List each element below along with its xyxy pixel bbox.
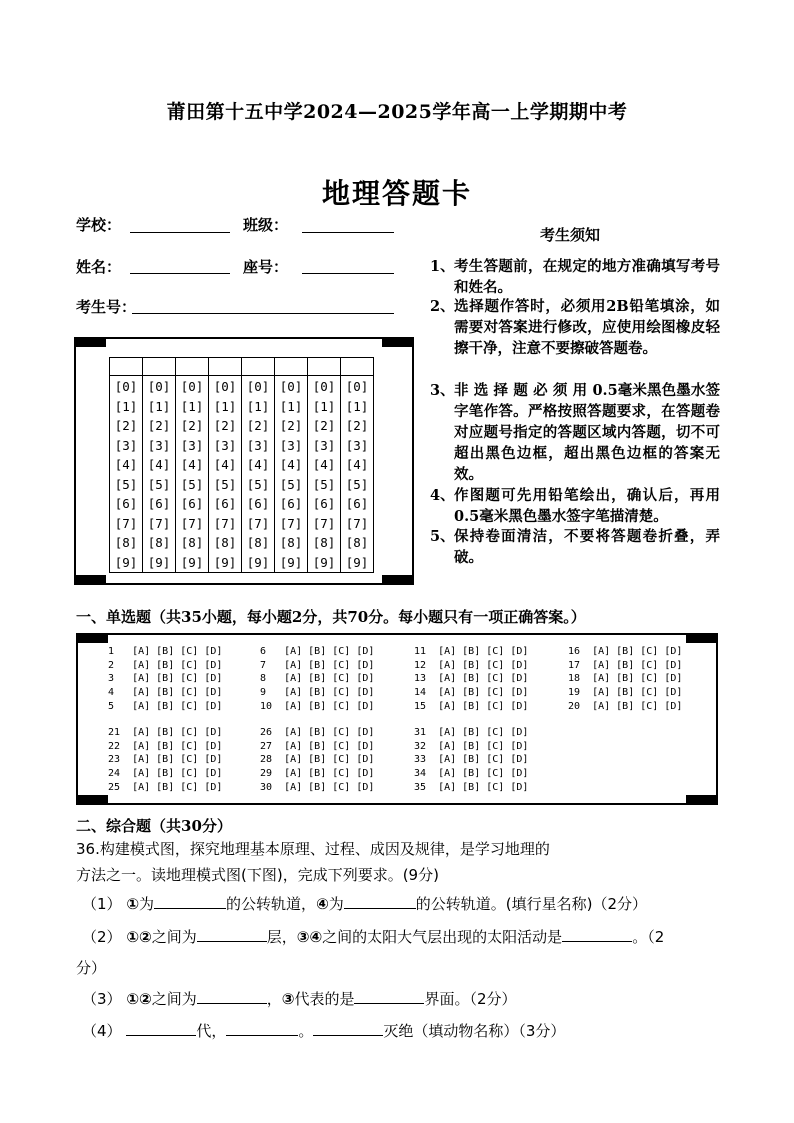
digit-bubble[interactable]: [3]	[213, 437, 237, 453]
notes-title: 考生须知	[540, 226, 601, 244]
digit-bubble[interactable]: [6]	[312, 496, 336, 511]
digit-bubble[interactable]: [9]	[180, 554, 204, 570]
digit-bubble[interactable]: [9]	[213, 554, 237, 570]
name-label: 姓名：	[76, 258, 122, 276]
card-title: 地理答题卡	[321, 177, 472, 210]
digit-bubble[interactable]: [6]	[114, 496, 138, 511]
digit-bubble[interactable]: [1]	[147, 398, 171, 414]
text: 灭绝（填动物名称）（3分）	[383, 1022, 566, 1040]
digit-bubble[interactable]: [7]	[213, 515, 237, 531]
answer-blank[interactable]	[313, 1021, 383, 1036]
exam-number-grid	[109, 357, 374, 573]
note-number: 2、	[430, 298, 455, 315]
digit-bubble[interactable]: [3]	[147, 437, 171, 453]
sub-number: （2）	[82, 928, 122, 946]
digit-bubble[interactable]: [4]	[312, 457, 336, 472]
digit-bubble[interactable]: [0]	[180, 379, 204, 394]
digit-bubble[interactable]: [1]	[312, 398, 336, 414]
answer-group[interactable]: 11 [A] [B] [C] [D] 12 [A] [B] [C] [D] 13 [A] [B] [C] [D] 14 [A] [B] [C] [D] 15 [A] [B] [C] [D]	[414, 646, 529, 712]
marker: ④	[316, 895, 329, 913]
digit-bubble[interactable]: [6]	[147, 496, 171, 511]
note-item	[430, 380, 720, 485]
note-item	[430, 296, 720, 359]
answer-group[interactable]: 16 [A] [B] [C] [D] 17 [A] [B] [C] [D] 18 [A] [B] [C] [D] 19 [A] [B] [C] [D] 20 [A] [B] [C] [D]	[568, 646, 683, 712]
digit-bubble[interactable]: [0]	[345, 379, 369, 394]
digit-bubble[interactable]: [0]	[114, 379, 138, 394]
corner-mark	[76, 633, 108, 643]
digit-bubble[interactable]: [0]	[279, 379, 303, 394]
section1-title: 一、单选题（共35小题，每小题2分，共70分。每小题只有一项正确答案。）	[76, 608, 586, 626]
answer-blank[interactable]	[344, 894, 416, 909]
note-text: 选择题作答时，必须用2B铅笔填涂，如需要对答案进行修改，应使用绘图橡皮轻擦干净，注意不要擦破答题卷。	[454, 298, 720, 357]
digit-bubble[interactable]: [3]	[180, 437, 204, 453]
digit-bubble[interactable]: [5]	[114, 476, 138, 492]
answer-group[interactable]: 21 [A] [B] [C] [D] 22 [A] [B] [C] [D] 23 [A] [B] [C] [D] 24 [A] [B] [C] [D] 25 [A] [B] [C] [D]	[108, 727, 223, 793]
digit-bubble[interactable]: [0]	[147, 379, 171, 394]
digit-bubble[interactable]: [7]	[180, 515, 204, 531]
corner-mark	[686, 633, 718, 643]
text: 。	[298, 1022, 314, 1040]
digit-bubble[interactable]: [1]	[180, 398, 204, 414]
digit-bubble[interactable]: [4]	[345, 457, 369, 472]
digit-bubble[interactable]: [2]	[147, 418, 171, 433]
answer-blank[interactable]	[562, 927, 632, 942]
seat-label: 座号：	[243, 258, 289, 276]
digit-bubbles[interactable]	[341, 376, 373, 572]
sub-number: （3）	[82, 990, 122, 1008]
school-blank[interactable]	[130, 232, 230, 233]
text: 代，	[196, 1022, 227, 1040]
answer-blank[interactable]	[197, 989, 267, 1004]
answer-blank[interactable]	[354, 989, 424, 1004]
digit-bubble[interactable]: [5]	[147, 476, 171, 492]
sub-number: （1）	[82, 895, 122, 913]
digit-bubble[interactable]: [4]	[114, 457, 138, 472]
digit-bubbles[interactable]	[275, 376, 307, 572]
note-text: 作图题可先用铅笔绘出，确认后，再用0.5毫米黑色墨水签字笔描清楚。	[454, 487, 720, 525]
digit-bubble[interactable]: [8]	[147, 535, 171, 550]
text: 的公转轨道。(填行星名称)（2分）	[415, 895, 648, 913]
digit-bubble[interactable]: [7]	[114, 515, 138, 531]
multiple-choice-answer-box	[76, 633, 718, 805]
digit-bubble[interactable]: [2]	[246, 418, 270, 433]
exam-number-bubble-column	[110, 376, 143, 573]
text: 之间的太阳大气层出现的太阳活动是	[322, 928, 563, 946]
digit-bubble[interactable]: [3]	[279, 437, 303, 453]
exam-number-bubble-column	[176, 376, 209, 573]
sub-question-3	[82, 988, 517, 1009]
digit-bubble[interactable]: [8]	[345, 535, 369, 550]
exam-number-digit-cell[interactable]	[341, 358, 374, 376]
digit-bubble[interactable]: [4]	[213, 457, 237, 472]
marker: ③④	[296, 928, 323, 946]
digit-bubble[interactable]: [3]	[345, 437, 369, 453]
corner-mark	[74, 337, 106, 347]
exam-number-bubble-column	[143, 376, 176, 573]
text: 层，	[266, 928, 297, 946]
seat-blank[interactable]	[302, 273, 394, 274]
digit-bubble[interactable]: [2]	[345, 418, 369, 433]
text: 之间为	[151, 990, 197, 1008]
digit-bubble[interactable]: [1]	[345, 398, 369, 414]
marker: ③	[281, 990, 295, 1008]
text: 界面。（2分）	[424, 990, 517, 1008]
answer-group[interactable]: 1 [A] [B] [C] [D] 2 [A] [B] [C] [D] 3 [A] [B] [C] [D] 4 [A] [B] [C] [D] 5 [A] [B] [C] [D]	[108, 646, 223, 712]
exam-number-digit-cell[interactable]	[242, 358, 275, 376]
exam-number-bubble-column	[341, 376, 374, 573]
digit-bubbles[interactable]	[242, 376, 274, 572]
note-text: 保持卷面清洁，不要将答题卷折叠，弄破。	[454, 528, 720, 566]
digit-bubble[interactable]: [4]	[180, 457, 204, 472]
digit-bubble[interactable]: [7]	[147, 515, 171, 531]
digit-bubbles[interactable]	[176, 376, 208, 572]
answer-blank[interactable]	[126, 1021, 196, 1036]
digit-bubble[interactable]: [8]	[114, 535, 138, 550]
corner-mark	[76, 795, 108, 805]
text: 为	[328, 895, 344, 913]
note-text: 非 选 择 题 必 须 用 0.5毫米黑色墨水签字笔作答。严格按照答题要求，在答题卷对应题号指定的答题区域内答题，切不可超出黑色边框，超出黑色边框的答案无效。	[454, 382, 720, 483]
exam-number-digit-cell[interactable]	[110, 358, 143, 376]
digit-bubble[interactable]: [6]	[180, 496, 204, 511]
exam-number-bubble-column	[242, 376, 275, 573]
digit-bubble[interactable]: [0]	[246, 379, 270, 394]
digit-bubble[interactable]: [4]	[246, 457, 270, 472]
digit-bubble[interactable]: [3]	[114, 437, 138, 453]
digit-bubble[interactable]: [7]	[345, 515, 369, 531]
sub-question-1	[82, 893, 647, 914]
digit-bubble[interactable]: [4]	[147, 457, 171, 472]
digit-bubble[interactable]: [9]	[114, 554, 138, 570]
question-36-text: 方法之一。读地理模式图(下图)，完成下列要求。(9分)	[76, 866, 439, 884]
exam-number-bubble-column	[308, 376, 341, 573]
digit-bubble[interactable]: [6]	[279, 496, 303, 511]
digit-bubble[interactable]: [1]	[246, 398, 270, 414]
exam-number-bubble-column	[275, 376, 308, 573]
section2-title: 二、综合题（共30分）	[76, 817, 232, 835]
answer-group[interactable]: 26 [A] [B] [C] [D] 27 [A] [B] [C] [D] 28 [A] [B] [C] [D] 29 [A] [B] [C] [D] 30 [A] [B] [C] [D]	[260, 727, 375, 793]
digit-bubble[interactable]: [9]	[345, 554, 369, 570]
digit-bubble[interactable]: [6]	[246, 496, 270, 511]
note-number: 4、	[430, 487, 455, 504]
digit-bubble[interactable]: [1]	[114, 398, 138, 414]
digit-bubble[interactable]: [5]	[213, 476, 237, 492]
digit-bubble[interactable]: [8]	[180, 535, 204, 550]
digit-bubble[interactable]: [6]	[345, 496, 369, 511]
exam-number-blank[interactable]	[132, 313, 394, 314]
digit-bubble[interactable]: [5]	[279, 476, 303, 492]
class-blank[interactable]	[302, 232, 394, 233]
digit-bubble[interactable]: [2]	[279, 418, 303, 433]
digit-bubble[interactable]: [3]	[312, 437, 336, 453]
text: 。（2	[632, 928, 665, 946]
digit-bubble[interactable]: [3]	[246, 437, 270, 453]
sub-question-4	[82, 1020, 565, 1041]
digit-bubble[interactable]: [5]	[345, 476, 369, 492]
corner-mark	[686, 795, 718, 805]
digit-bubble[interactable]: [8]	[279, 535, 303, 550]
note-number: 1、	[430, 258, 455, 275]
digit-bubble[interactable]: [0]	[312, 379, 336, 394]
name-blank[interactable]	[130, 273, 230, 274]
text: 代表的是	[294, 990, 355, 1008]
digit-bubble[interactable]: [8]	[246, 535, 270, 550]
answer-blank[interactable]	[154, 894, 226, 909]
corner-mark	[382, 575, 414, 585]
text: 为	[139, 895, 155, 913]
digit-bubble[interactable]: [1]	[213, 398, 237, 414]
digit-bubble[interactable]: [8]	[312, 535, 336, 550]
digit-bubble[interactable]: [2]	[114, 418, 138, 433]
corner-mark	[382, 337, 414, 347]
digit-bubble[interactable]: [6]	[213, 496, 237, 511]
digit-bubble[interactable]: [5]	[246, 476, 270, 492]
note-item	[430, 485, 720, 527]
answer-group[interactable]: 6 [A] [B] [C] [D] 7 [A] [B] [C] [D] 8 [A] [B] [C] [D] 9 [A] [B] [C] [D] 10 [A] [B] [C] [D]	[260, 646, 375, 712]
exam-number-label: 考生号：	[76, 298, 137, 316]
corner-mark	[74, 575, 106, 585]
exam-number-bubble-column	[209, 376, 242, 573]
school-title: 莆田第十五中学2024—2025学年高一上学期期中考	[166, 101, 628, 123]
digit-bubble[interactable]: [9]	[246, 554, 270, 570]
exam-number-digit-cell[interactable]	[143, 358, 176, 376]
digit-bubble[interactable]: [2]	[180, 418, 204, 433]
exam-number-digit-cell[interactable]	[308, 358, 341, 376]
exam-number-digit-cell[interactable]	[275, 358, 308, 376]
digit-bubble[interactable]: [1]	[279, 398, 303, 414]
marker: ①②	[126, 990, 152, 1008]
marker: ①	[126, 895, 140, 913]
class-label: 班级：	[243, 216, 289, 234]
digit-bubbles[interactable]	[143, 376, 175, 572]
text: 之间为	[151, 928, 197, 946]
digit-bubble[interactable]: [7]	[312, 515, 336, 531]
digit-bubbles[interactable]	[209, 376, 241, 572]
note-text: 考生答题前，在规定的地方准确填写考号和姓名。	[454, 258, 720, 296]
exam-number-digit-cell[interactable]	[209, 358, 242, 376]
question-36-text: 36.构建模式图，探究地理基本原理、过程、成因及规律，是学习地理的	[76, 840, 550, 858]
digit-bubbles[interactable]	[110, 376, 142, 572]
digit-bubble[interactable]: [8]	[213, 535, 237, 550]
digit-bubble[interactable]: [9]	[279, 554, 303, 570]
answer-blank[interactable]	[226, 1021, 298, 1036]
note-item	[430, 526, 720, 568]
digit-bubble[interactable]: [4]	[279, 457, 303, 472]
exam-number-grid-box	[74, 337, 414, 585]
digit-bubble[interactable]: [9]	[147, 554, 171, 570]
digit-bubble[interactable]: [0]	[213, 379, 237, 394]
digit-bubble[interactable]: [7]	[279, 515, 303, 531]
digit-bubbles[interactable]	[308, 376, 340, 572]
text: 的公转轨道，	[226, 895, 317, 913]
text: ，	[266, 990, 282, 1008]
school-label: 学校：	[76, 216, 122, 234]
marker: ①②	[126, 928, 152, 946]
digit-bubble[interactable]: [2]	[213, 418, 237, 433]
sub-question-2-continued: 分）	[76, 959, 107, 977]
digit-bubble[interactable]: [7]	[246, 515, 270, 531]
digit-bubble[interactable]: [2]	[312, 418, 336, 433]
note-number: 5、	[430, 528, 455, 545]
sub-number: （4）	[82, 1022, 122, 1040]
digit-bubble[interactable]: [5]	[312, 476, 336, 492]
answer-group[interactable]: 31 [A] [B] [C] [D] 32 [A] [B] [C] [D] 33 [A] [B] [C] [D] 34 [A] [B] [C] [D] 35 [A] [B] [C] [D]	[414, 727, 529, 793]
exam-number-digit-cell[interactable]	[176, 358, 209, 376]
answer-blank[interactable]	[197, 927, 267, 942]
note-item	[430, 256, 720, 298]
digit-bubble[interactable]: [5]	[180, 476, 204, 492]
digit-bubble[interactable]: [9]	[312, 554, 336, 570]
note-number: 3、	[430, 382, 455, 399]
sub-question-2	[82, 926, 664, 947]
